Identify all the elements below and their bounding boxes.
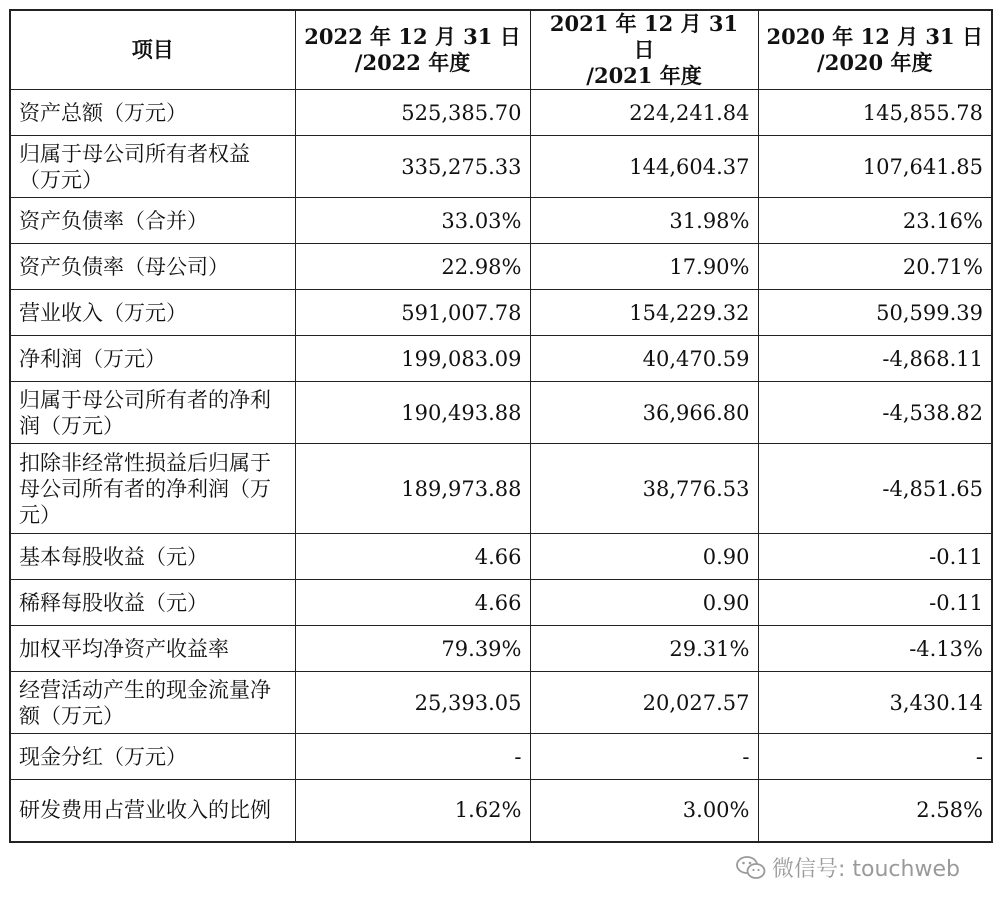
row-label: 研发费用占营业收入的比例 bbox=[10, 780, 295, 842]
cell-2021: 20,027.57 bbox=[530, 672, 758, 734]
cell-2021: 29.31% bbox=[530, 626, 758, 672]
cell-2020: 3,430.14 bbox=[758, 672, 992, 734]
cell-2020: -4,851.65 bbox=[758, 444, 992, 534]
cell-2021: 0.90 bbox=[530, 534, 758, 580]
cell-2022: 22.98% bbox=[295, 244, 530, 290]
cell-2020: 50,599.39 bbox=[758, 290, 992, 336]
cell-2021: 0.90 bbox=[530, 580, 758, 626]
cell-2021: 36,966.80 bbox=[530, 382, 758, 444]
table-row bbox=[10, 136, 992, 198]
wechat-watermark bbox=[736, 852, 960, 883]
header-2022: 2022 年 12 月 31 日 /2022 年度 bbox=[295, 10, 530, 90]
row-label: 资产负债率（母公司） bbox=[10, 244, 295, 290]
cell-2021: 17.90% bbox=[530, 244, 758, 290]
cell-2021: 40,470.59 bbox=[530, 336, 758, 382]
cell-2022: 199,083.09 bbox=[295, 336, 530, 382]
table-row bbox=[10, 290, 992, 336]
cell-2020: 2.58% bbox=[758, 780, 992, 842]
table-row bbox=[10, 382, 992, 444]
cell-2022: 4.66 bbox=[295, 580, 530, 626]
cell-2021: 3.00% bbox=[530, 780, 758, 842]
table-row bbox=[10, 244, 992, 290]
cell-2022: 33.03% bbox=[295, 198, 530, 244]
cell-2021: 31.98% bbox=[530, 198, 758, 244]
row-label: 稀释每股收益（元） bbox=[10, 580, 295, 626]
row-label: 资产负债率（合并） bbox=[10, 198, 295, 244]
cell-2020: 145,855.78 bbox=[758, 90, 992, 136]
table-row bbox=[10, 198, 992, 244]
table-row bbox=[10, 626, 992, 672]
cell-2020: -4.13% bbox=[758, 626, 992, 672]
row-label: 营业收入（万元） bbox=[10, 290, 295, 336]
row-label: 加权平均净资产收益率 bbox=[10, 626, 295, 672]
cell-2022: - bbox=[295, 734, 530, 780]
header-2021: 2021 年 12 月 31 日 /2021 年度 bbox=[530, 10, 758, 90]
cell-2022: 1.62% bbox=[295, 780, 530, 842]
cell-2021: 38,776.53 bbox=[530, 444, 758, 534]
header-item: 项目 bbox=[10, 10, 295, 90]
row-label: 现金分红（万元） bbox=[10, 734, 295, 780]
wechat-icon bbox=[736, 855, 766, 881]
cell-2020: 23.16% bbox=[758, 198, 992, 244]
cell-2022: 4.66 bbox=[295, 534, 530, 580]
cell-2022: 190,493.88 bbox=[295, 382, 530, 444]
table-row bbox=[10, 90, 992, 136]
cell-2020: -0.11 bbox=[758, 534, 992, 580]
cell-2022: 189,973.88 bbox=[295, 444, 530, 534]
cell-2021: 144,604.37 bbox=[530, 136, 758, 198]
watermark-text: 微信号: touchweb bbox=[772, 857, 960, 882]
table-row bbox=[10, 336, 992, 382]
row-label: 扣除非经常性损益后归属于母公司所有者的净利润（万元） bbox=[10, 444, 295, 534]
cell-2020: 20.71% bbox=[758, 244, 992, 290]
row-label: 资产总额（万元） bbox=[10, 90, 295, 136]
table-header-row bbox=[10, 10, 992, 90]
financial-table bbox=[9, 9, 993, 843]
table-row bbox=[10, 780, 992, 842]
cell-2022: 525,385.70 bbox=[295, 90, 530, 136]
header-2020: 2020 年 12 月 31 日 /2020 年度 bbox=[758, 10, 992, 90]
row-label: 净利润（万元） bbox=[10, 336, 295, 382]
financial-table-container bbox=[9, 9, 993, 843]
table-row bbox=[10, 444, 992, 534]
cell-2021: - bbox=[530, 734, 758, 780]
cell-2021: 154,229.32 bbox=[530, 290, 758, 336]
row-label: 基本每股收益（元） bbox=[10, 534, 295, 580]
cell-2020: -4,538.82 bbox=[758, 382, 992, 444]
table-row bbox=[10, 734, 992, 780]
cell-2021: 224,241.84 bbox=[530, 90, 758, 136]
cell-2022: 25,393.05 bbox=[295, 672, 530, 734]
cell-2020: - bbox=[758, 734, 992, 780]
cell-2022: 79.39% bbox=[295, 626, 530, 672]
table-row bbox=[10, 580, 992, 626]
table-row bbox=[10, 534, 992, 580]
row-label: 归属于母公司所有者的净利润（万元） bbox=[10, 382, 295, 444]
cell-2020: 107,641.85 bbox=[758, 136, 992, 198]
cell-2022: 335,275.33 bbox=[295, 136, 530, 198]
cell-2022: 591,007.78 bbox=[295, 290, 530, 336]
table-row bbox=[10, 672, 992, 734]
cell-2020: -4,868.11 bbox=[758, 336, 992, 382]
cell-2020: -0.11 bbox=[758, 580, 992, 626]
row-label: 经营活动产生的现金流量净额（万元） bbox=[10, 672, 295, 734]
row-label: 归属于母公司所有者权益（万元） bbox=[10, 136, 295, 198]
